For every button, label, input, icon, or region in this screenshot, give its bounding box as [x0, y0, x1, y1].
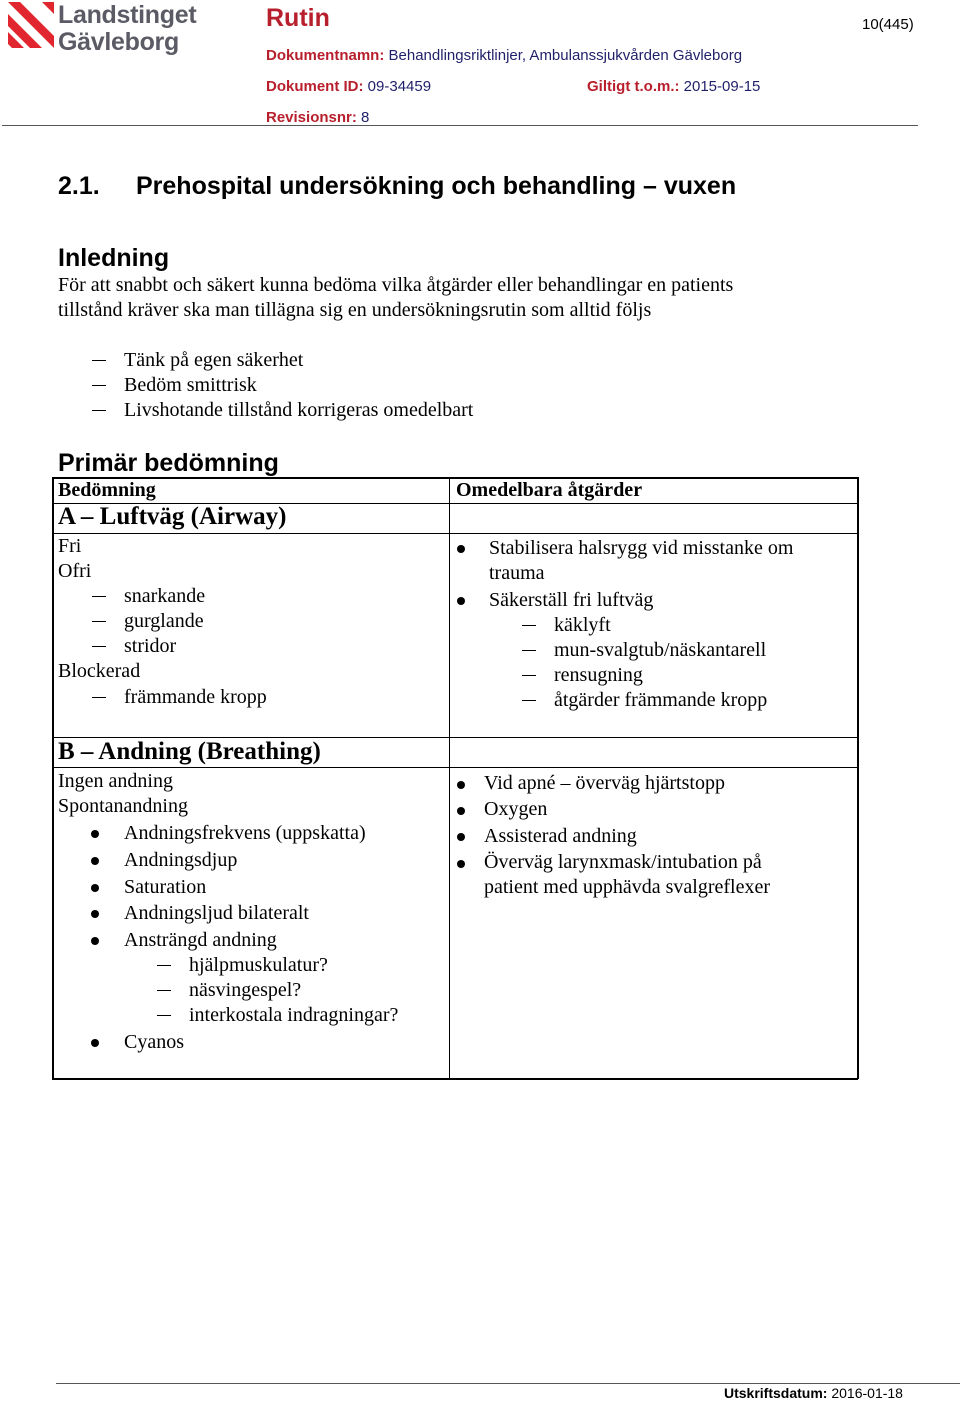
airway-action-2: Säkerställ fri luftväg [489, 589, 654, 611]
breathing-none: Ingen andning [58, 770, 173, 792]
bullet-icon [91, 884, 99, 892]
airway-action-1-line-2: trauma [489, 562, 545, 584]
print-date [724, 1385, 903, 1401]
logo-line-2: Gävleborg [58, 28, 179, 56]
bullet-icon [91, 830, 99, 838]
page-number: 10(445) [862, 16, 914, 33]
table-border-left [52, 477, 54, 1079]
airway-title: A – Luftväg (Airway) [58, 503, 287, 530]
section-title-text: Prehospital undersökning och behandling – vuxen [136, 172, 737, 200]
breathing-action: Oxygen [484, 798, 548, 820]
intro-list: Tänk på egen säkerhet Bedöm smittrisk Livshotande tillstånd korrigeras omedelbart [92, 348, 592, 428]
laboured-breathing-list: hjälpmuskulatur? näsvingespel? interkostala indragningar? [157, 953, 437, 1028]
table-rule [52, 767, 858, 768]
document-id-label: Dokument ID: [266, 78, 364, 95]
document-name-value: Behandlingsriktlinjer, Ambulanssjukvården Gävleborg [388, 47, 743, 64]
breathing-action: Vid apné – överväg hjärtstopp [484, 772, 725, 794]
valid-until-value: 2015-09-15 [683, 78, 761, 95]
print-date-value: 2016-01-18 [831, 1385, 903, 1401]
breathing-action-intubation-line-2: patient med upphävda svalgreflexer [484, 876, 770, 898]
document-id-row [266, 78, 431, 95]
valid-until-row [587, 78, 760, 95]
section-title [58, 172, 736, 201]
airway-blockerad: Blockerad [58, 660, 141, 682]
intro-heading: Inledning [58, 244, 170, 272]
breathing-check: Andningsdjup [124, 849, 238, 871]
airway-action-2-list: käklyft mun-svalgtub/näskantarell rensugning åtgärder främmande kropp [522, 613, 842, 713]
bullet-icon [457, 597, 465, 605]
breathing-spontaneous: Spontanandning [58, 795, 188, 817]
bullet-icon [457, 833, 465, 841]
intro-line-1: För att snabbt och säkert kunna bedöma vilka åtgärder eller behandlingar en patients [58, 274, 734, 296]
landstinget-logo-icon [8, 2, 54, 54]
breathing-check: Andningsljud bilateralt [124, 902, 309, 924]
revision-row [266, 109, 369, 126]
table-column-divider [449, 477, 450, 1079]
col-header-assessment: Bedömning [58, 479, 156, 501]
airway-ofri-list: snarkande gurglande stridor [92, 584, 392, 659]
airway-blockerad-list: främmande kropp [92, 685, 392, 710]
breathing-action-intubation-line-1: Överväg larynxmask/intubation på [484, 851, 762, 873]
document-name-row [266, 47, 742, 64]
document-id-value: 09-34459 [367, 78, 432, 95]
print-date-label: Utskriftsdatum: [724, 1385, 828, 1401]
bullet-icon [457, 807, 465, 815]
airway-ofri: Ofri [58, 560, 92, 582]
breathing-check: Saturation [124, 876, 207, 898]
breathing-title: B – Andning (Breathing) [58, 738, 321, 765]
bullet-icon [91, 857, 99, 865]
section-number: 2.1. [58, 172, 100, 200]
airway-fri: Fri [58, 535, 82, 557]
revision-value: 8 [361, 109, 370, 126]
breathing-check: Ansträngd andning [124, 929, 277, 951]
bullet-icon [457, 781, 465, 789]
table-border-right [857, 477, 859, 1079]
valid-until-label: Giltigt t.o.m.: [587, 78, 680, 95]
breathing-check: Andningsfrekvens (uppskatta) [124, 822, 366, 844]
breathing-cyanosis: Cyanos [124, 1031, 184, 1053]
bullet-icon [91, 910, 99, 918]
footer-divider [56, 1383, 960, 1384]
header-divider [2, 125, 918, 126]
bullet-icon [457, 545, 465, 553]
primary-heading: Primär bedömning [58, 449, 279, 477]
table-rule [52, 533, 858, 534]
intro-line-2: tillstånd kräver ska man tillägna sig en undersökningsrutin som alltid följs [58, 299, 652, 321]
bullet-icon [91, 937, 99, 945]
bullet-icon [457, 860, 465, 868]
document-name-label: Dokumentnamn: [266, 47, 385, 64]
breathing-action: Assisterad andning [484, 825, 637, 847]
col-header-actions: Omedelbara åtgärder [456, 479, 643, 501]
bullet-icon [91, 1039, 99, 1047]
document-type: Rutin [266, 4, 330, 32]
logo-line-1: Landstinget [58, 1, 197, 29]
logo-wordmark [58, 2, 218, 56]
table-border-bottom [52, 1078, 858, 1080]
table-border-top [52, 477, 858, 479]
airway-action-1-line-1: Stabilisera halsrygg vid misstanke om [489, 537, 794, 559]
revision-label: Revisionsnr: [266, 109, 357, 126]
